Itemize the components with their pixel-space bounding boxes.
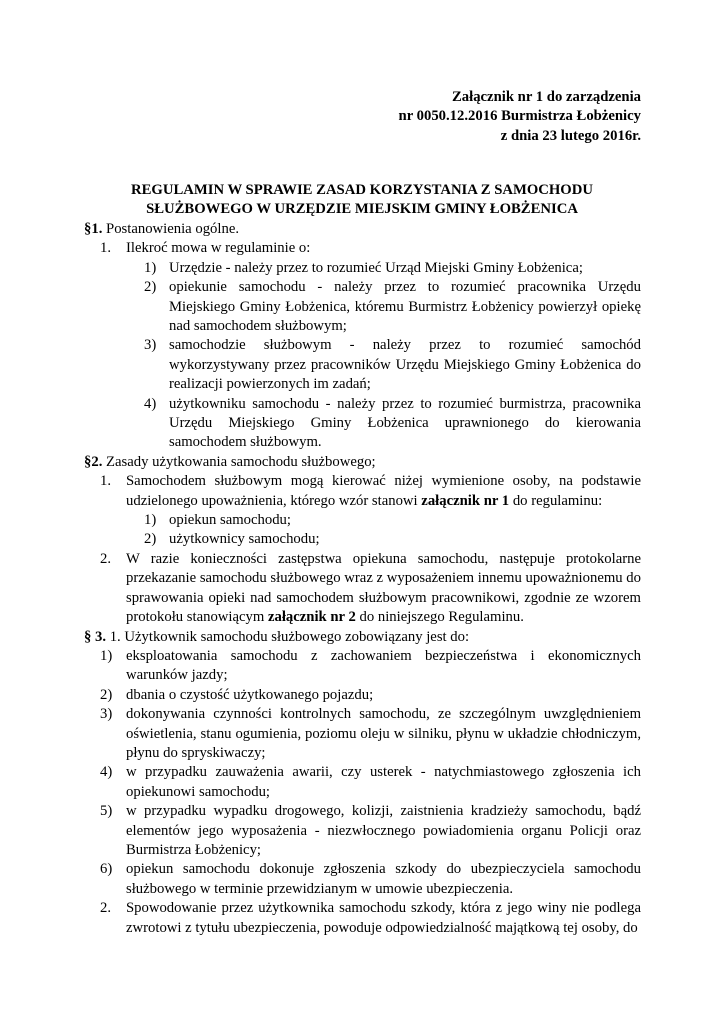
list-item: [84, 278, 641, 336]
section-1-mark: §1.: [84, 221, 103, 237]
list-item: [84, 899, 641, 938]
list-item: [84, 530, 641, 549]
item-text: dbania o czystość użytkowanego pojazdu;: [126, 686, 374, 703]
list-item: [84, 802, 641, 860]
list-item: [84, 336, 641, 394]
section-3-mark: § 3.: [84, 628, 107, 645]
item-text: użytkownicy samochodu;: [169, 531, 320, 548]
item-number: 2): [144, 531, 157, 548]
item-number: 2): [144, 279, 157, 296]
text-run: W razie konieczności zastępstwa opiekuna samochodu, następuje protokolarne przekazanie samochodu służbowego wraz z wyposażeniem innemu upoważnionemu do sprawowania opieki nad samochodem służbowym pracownikowi, zgodnie ze wzorem protokołu stanowiącym: [126, 550, 641, 626]
text-run: do regulaminu:: [509, 492, 603, 509]
item-number: 1.: [100, 473, 112, 490]
section-3-title: 1. Użytkownik samochodu służbowego zobowiązany jest do:: [106, 628, 470, 645]
list-item: [84, 860, 641, 899]
list-item: [84, 472, 641, 511]
list-item: [84, 686, 641, 705]
header-line-3: z dnia 23 lutego 2016r.: [500, 127, 641, 144]
attachment-reference: załącznik nr 1: [421, 492, 510, 509]
item-number: 1): [100, 647, 113, 664]
item-text: Urzędzie - należy przez to rozumieć Urząd Miejski Gminy Łobżenica;: [169, 259, 583, 276]
list-item: [84, 259, 641, 278]
list-item: [84, 763, 641, 802]
item-number: 3): [100, 706, 113, 723]
list-item: [84, 550, 641, 628]
item-number: 2.: [100, 900, 112, 917]
document-title: [84, 181, 640, 220]
item-number: 3): [144, 337, 157, 354]
attachment-reference: załącznik nr 2: [267, 609, 356, 626]
item-number: 6): [100, 861, 113, 878]
item-text: eksploatowania samochodu z zachowaniem bezpieczeństwa i ekonomicznych warunków jazdy;: [126, 647, 641, 684]
section-2-heading: [84, 453, 641, 472]
item-text: w przypadku wypadku drogowego, kolizji, zaistnienia kradzieży samochodu, bądź elementów jego wyposażenia - niezwłocznego powiadomienia organu Policji oraz Burmistrza Łobżenicy;: [126, 803, 641, 858]
item-text: w przypadku zauważenia awarii, czy usterek - natychmiastowego zgłoszenia ich opiekunowi samochodu;: [126, 764, 641, 800]
item-text: opiekun samochodu;: [169, 512, 291, 529]
item-number: 4): [100, 764, 113, 781]
list-item: [84, 395, 641, 453]
header-line-1: Załącznik nr 1 do zarządzenia: [451, 89, 641, 105]
section-2-mark: §2.: [84, 453, 103, 470]
section-3-heading: [84, 628, 641, 647]
text-run: do niniejszego Regulaminu.: [355, 609, 524, 626]
text-run: Samochodem służbowym mogą kierować niżej wymienione osoby, na podstawie udzielonego upoważnienia, którego wzór stanowi: [126, 473, 641, 509]
item-text: użytkowniku samochodu - należy przez to rozumieć burmistrza, pracownika Urzędu Miejskiego Gminy Łobżenica uprawnionego do kierowania samochodem służbowym.: [169, 395, 641, 451]
list-item: [84, 239, 641, 258]
item-number: 2): [100, 686, 113, 703]
item-number: 1.: [100, 240, 112, 257]
list-item: [84, 647, 641, 686]
item-text: dokonywania czynności kontrolnych samochodu, ze szczególnym uwzględnieniem oświetlenia, stanu ogumienia, poziomu oleju w silniku, płynu w układzie chłodniczym, płynu do spryskiwaczy;: [126, 706, 641, 761]
item-number: 5): [100, 803, 113, 820]
section-1-title: Postanowienia ogólne.: [102, 221, 240, 237]
title-line-2: SŁUŻBOWEGO W URZĘDZIE MIEJSKIM GMINY ŁOBŻENICA: [146, 201, 578, 218]
document-body: [84, 220, 641, 938]
item-text: [126, 550, 641, 628]
list-item: [84, 705, 641, 763]
section-1-heading: [84, 220, 641, 239]
item-text: Spowodowanie przez użytkownika samochodu szkody, która z jego winy nie podlega zwrotowi z tytułu ubezpieczenia, powoduje odpowiedzialność majątkową tej osoby, do: [126, 900, 641, 936]
title-line-1: REGULAMIN W SPRAWIE ZASAD KORZYSTANIA Z SAMOCHODU: [131, 182, 593, 198]
item-text: opiekunie samochodu - należy przez to rozumieć pracownika Urzędu Miejskiego Gminy Łobżenica, któremu Burmistrz Łobżenicy powierzył opiekę nad samochodem służbowym;: [169, 279, 641, 335]
item-number: 1): [144, 512, 157, 529]
list-item: [84, 511, 641, 530]
section-2-title: Zasady użytkowania samochodu służbowego;: [102, 453, 376, 470]
item-text: Ilekroć mowa w regulaminie o:: [126, 240, 311, 257]
item-text: [126, 472, 641, 511]
item-text: opiekun samochodu dokonuje zgłoszenia szkody do ubezpieczyciela samochodu służbowego w terminie przewidzianym w umowie ubezpieczenia.: [126, 861, 641, 897]
item-number: 4): [144, 395, 157, 412]
item-text: samochodzie służbowym - należy przez to rozumieć samochód wykorzystywany przez pracowników Urzędu Miejskiego Gminy Łobżenica do realizacji powierzonych im zadań;: [169, 337, 641, 393]
header-line-2: nr 0050.12.2016 Burmistrza Łobżenicy: [398, 108, 641, 125]
item-number: 1): [144, 259, 157, 276]
attachment-header: [399, 88, 641, 146]
item-number: 2.: [100, 550, 112, 567]
